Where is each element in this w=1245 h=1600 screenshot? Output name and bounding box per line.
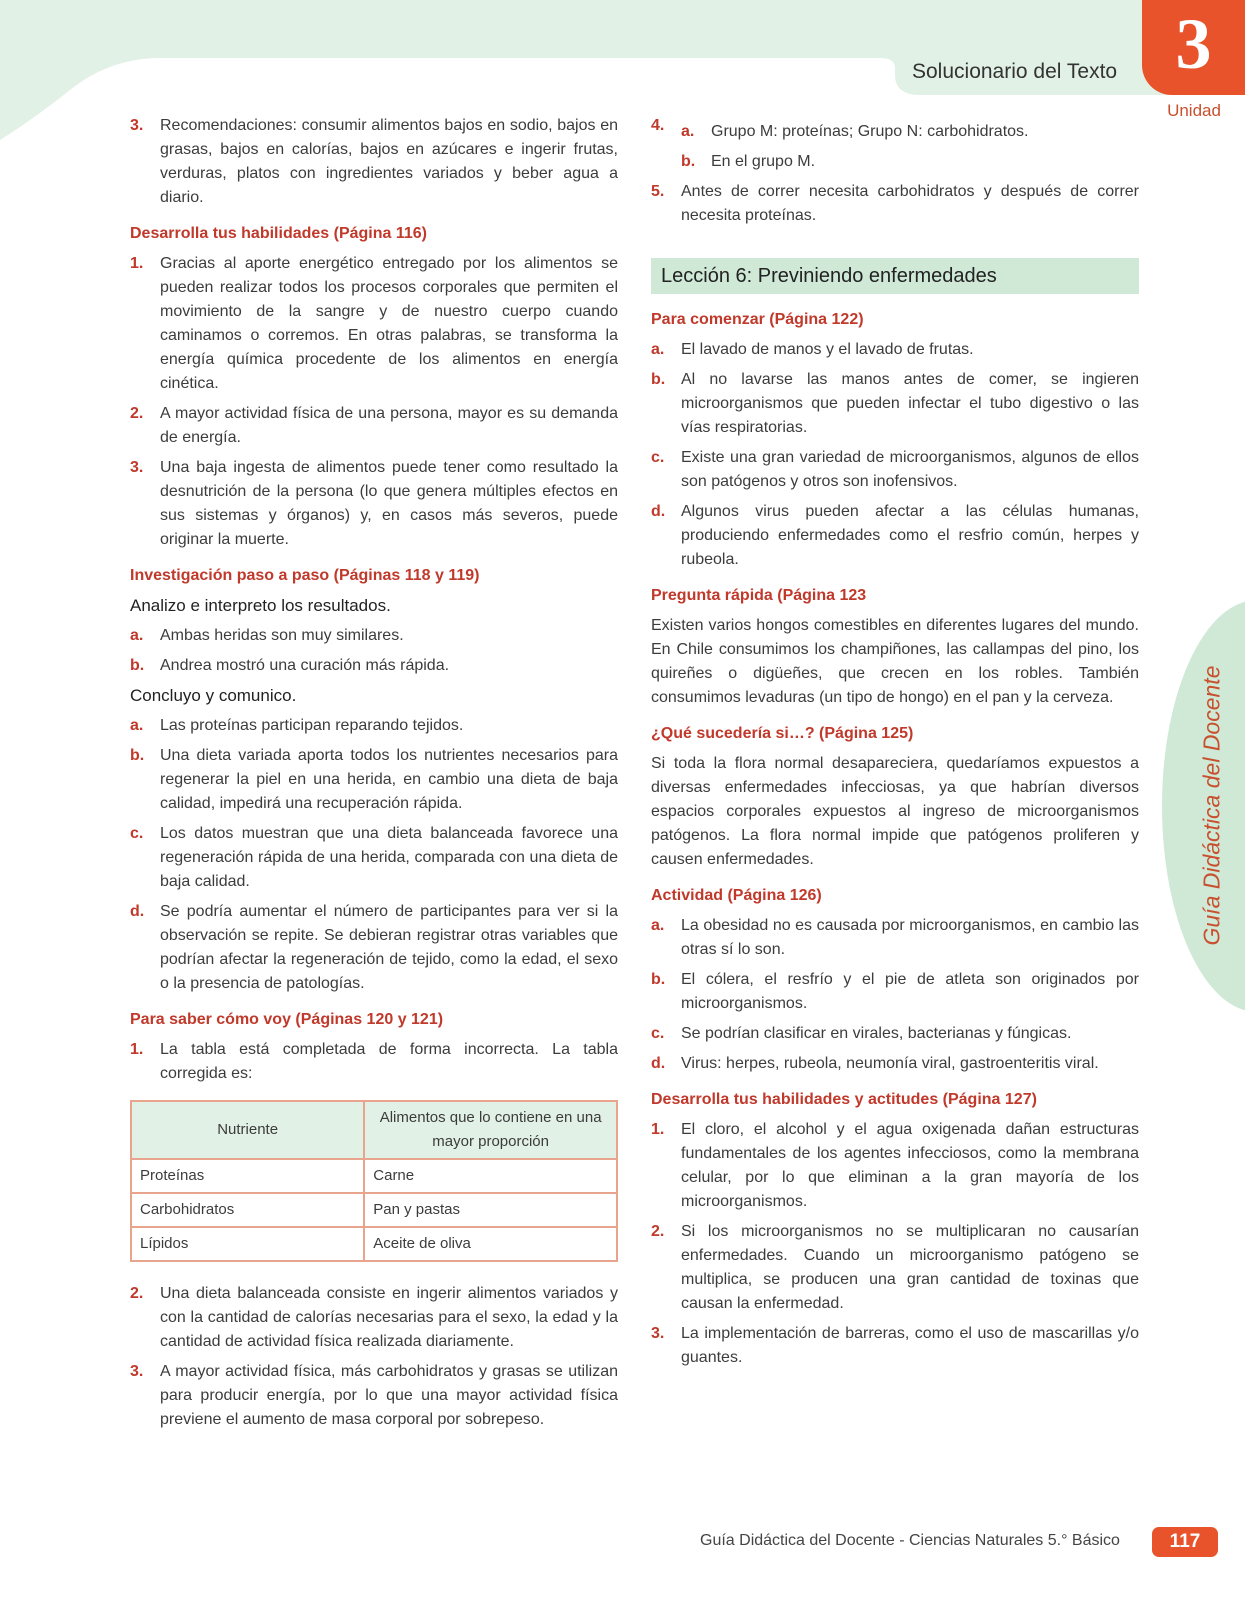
item-text: Ambas heridas son muy similares. [160,627,404,644]
item-text: Gracias al aporte energético entregado por los alimentos se pueden realizar todos los procesos corporales que permiten el movimiento de la sangre y de nuestro cuerpo cuando caminamos o corremos. En otras palabras, se transforma la energía química procedente de los alimentos en energía cinética. [160,255,618,392]
item-text: Al no lavarse las manos antes de comer, se ingieren microorganismos que pueden infectar el tubo digestivo o las vías respiratorias. [681,371,1139,436]
table-cell: Proteínas [131,1159,364,1193]
footer-text: Guía Didáctica del Docente - Ciencias Naturales 5.° Básico [700,1532,1120,1549]
table-header: Nutriente [131,1101,364,1159]
item-marker: 1. [130,255,144,272]
list-item [651,368,1139,440]
item-text: El cloro, el alcohol y el agua oxigenada dañan estructuras fundamentales de los agentes infecciosos, como la membrana celular, por lo que eliminan a la gran mayoría de los microorganismos. [681,1121,1139,1210]
page-number: 117 [1152,1527,1218,1557]
item-text: Una dieta balanceada consiste en ingerir alimentos variados y con la cantidad de calorías necesarias para el sexo, la edad y la cantidad de actividad física realizada diariamente. [160,1285,618,1350]
item-text: Los datos muestran que una dieta balanceada favorece una regeneración rápida de una herida, comparada con una dieta de baja calidad. [160,825,618,890]
item-text: En el grupo M. [711,153,816,170]
paragraph: Existen varios hongos comestibles en diferentes lugares del mundo. En Chile consumimos los champiñones, las callampas del pino, los quireñes o digüeñes, que crecen en los robles. También consumimos levaduras (un tipo de hongo) en el pan y la cerveza. [651,617,1139,706]
item-marker: 3. [130,459,144,476]
item-text: Existe una gran variedad de microorganismos, algunos de ellos son patógenos y otros son inofensivos. [681,449,1139,490]
item-text: Antes de correr necesita carbohidratos y después de correr necesita proteínas. [681,183,1139,224]
item-text: A mayor actividad física, más carbohidratos y grasas se utilizan para producir energía, por lo que una mayor actividad física previene el aumento de masa corporal por sobrepeso. [160,1363,618,1428]
item-marker: d. [130,903,145,920]
list-item [130,624,618,648]
item-text: El cólera, el resfrío y el pie de atleta son originados por microorganismos. [681,971,1139,1012]
section-heading: Investigación paso a paso (Páginas 118 y 119) [130,567,480,584]
item-marker: a. [681,123,695,140]
item-marker: 4. [651,117,665,134]
item-marker: a. [651,917,665,934]
list-item [651,1220,1139,1316]
right-column [651,114,1139,1376]
left-column [130,114,618,1438]
item-marker: 2. [130,405,144,422]
unit-badge [1142,0,1245,95]
list-item [651,120,1139,144]
lesson-title: Lección 6: Previniendo enfermedades [651,258,1139,294]
table-row [131,1227,617,1261]
list-item [130,1282,618,1354]
side-tab-text: Guía Didáctica del Docente [1198,665,1225,946]
table-row [131,1159,617,1193]
list-item [130,456,618,552]
item-text: Las proteínas participan reparando tejidos. [160,717,464,734]
table-row [131,1193,617,1227]
item-text: La implementación de barreras, como el uso de mascarillas y/o guantes. [681,1325,1139,1366]
section-heading: Pregunta rápida (Página 123 [651,587,867,604]
list-item [130,1360,618,1432]
list-item [130,252,618,396]
item-marker: a. [130,717,144,734]
item-marker: b. [651,971,666,988]
item-marker: d. [651,1055,666,1072]
item-marker: b. [130,747,145,764]
item-marker: b. [681,153,696,170]
item-marker: 3. [130,1363,144,1380]
section-heading: Para saber cómo voy (Páginas 120 y 121) [130,1011,444,1028]
item-marker: 1. [130,1041,144,1058]
list-item [130,822,618,894]
table-header-row [131,1101,617,1159]
list-item [651,338,1139,362]
list-item [651,150,1139,174]
list-item [651,968,1139,1016]
table-cell: Aceite de oliva [364,1227,617,1261]
section-heading: Desarrolla tus habilidades y actitudes (Página 127) [651,1091,1037,1108]
item-text: Una baja ingesta de alimentos puede tener como resultado la desnutrición de la persona (lo que genera múltiples efectos en sus sistemas y órganos) y, en casos más severos, puede originar la muerte. [160,459,618,548]
item-text: Algunos virus pueden afectar a las células humanas, produciendo enfermedades como el resfrio común, herpes y rubeola. [681,503,1139,568]
item-marker: 5. [651,183,665,200]
header-title: Solucionario del Texto [912,60,1118,83]
list-item [651,500,1139,572]
nutrient-table [130,1100,618,1262]
item-marker: b. [130,657,145,674]
item-text: Virus: herpes, rubeola, neumonía viral, gastroenteritis viral. [681,1055,1099,1072]
section-heading: Para comenzar (Página 122) [651,311,864,328]
item-marker: 1. [651,1121,665,1138]
item-marker: 3. [130,117,144,134]
list-item [651,1052,1139,1076]
item-text: Grupo M: proteínas; Grupo N: carbohidratos. [711,123,1029,140]
subheading: Concluyo y comunico. [130,686,297,705]
list-item [130,900,618,996]
table-cell: Carne [364,1159,617,1193]
item-text: Se podría aumentar el número de participantes para ver si la observación se repite. Se debieran registrar otras variables que podrían afectar la regeneración de tejido, como la edad, el sexo o la presencia de patologías. [160,903,618,992]
list-item [651,1322,1139,1370]
section-heading: Actividad (Página 126) [651,887,822,904]
item-marker: a. [130,627,144,644]
item-text: El lavado de manos y el lavado de frutas. [681,341,974,358]
item-marker: c. [651,1025,665,1042]
item-text: Recomendaciones: consumir alimentos bajos en sodio, bajos en grasas, bajos en calorías, bajos en azúcares e ingerir frutas, verduras, platos con ingredientes variados y beber agua a diario. [160,117,618,206]
table-header: Alimentos que lo contiene en una mayor proporción [364,1101,617,1159]
item-text: Si los microorganismos no se multiplicaran no causarían enfermedades. Cuando un microorganismo patógeno se multiplica, se producen una gran cantidad de toxinas que causan la enfermedad. [681,1223,1139,1312]
unit-label: Unidad [1167,101,1221,120]
unit-number: 3 [1175,4,1212,84]
table-cell: Carbohidratos [131,1193,364,1227]
item-text: La tabla está completada de forma incorrecta. La tabla corregida es: [160,1041,618,1082]
section-heading: ¿Qué sucedería si…? (Página 125) [651,725,914,742]
table-cell: Pan y pastas [364,1193,617,1227]
list-item [130,654,618,678]
list-item [651,1022,1139,1046]
item-marker: d. [651,503,666,520]
list-item [130,744,618,816]
subheading: Analizo e interpreto los resultados. [130,596,391,615]
list-item [130,1038,618,1086]
item-marker: b. [651,371,666,388]
paragraph: Si toda la flora normal desapareciera, quedaríamos expuestos a diversas enfermedades infecciosas, ya que habrían diversos espacios corporales expuestos al ingreso de microorganismos patógenos. La flora normal impide que patógenos proliferen y causen enfermedades. [651,755,1139,868]
list-item [130,714,618,738]
item-marker: c. [130,825,144,842]
list-item [651,914,1139,962]
item-text: La obesidad no es causada por microorganismos, en cambio las otras sí lo son. [681,917,1139,958]
item-text: Una dieta variada aporta todos los nutrientes necesarios para regenerar la piel en una herida, en cambio una dieta de baja calidad, impedirá una recuperación rápida. [160,747,618,812]
section-heading: Desarrolla tus habilidades (Página 116) [130,225,427,242]
item-marker: c. [651,449,665,466]
list-item [651,1118,1139,1214]
list-item [130,114,618,210]
list-item [651,446,1139,494]
item-text: Andrea mostró una curación más rápida. [160,657,450,674]
item-marker: a. [651,341,665,358]
item-text: Se podrían clasificar en virales, bacterianas y fúngicas. [681,1025,1072,1042]
item-marker: 2. [130,1285,144,1302]
list-item [130,402,618,450]
item-marker: 2. [651,1223,665,1240]
item-marker: 3. [651,1325,665,1342]
list-item [651,180,1139,228]
table-cell: Lípidos [131,1227,364,1261]
item-text: A mayor actividad física de una persona, mayor es su demanda de energía. [160,405,618,446]
